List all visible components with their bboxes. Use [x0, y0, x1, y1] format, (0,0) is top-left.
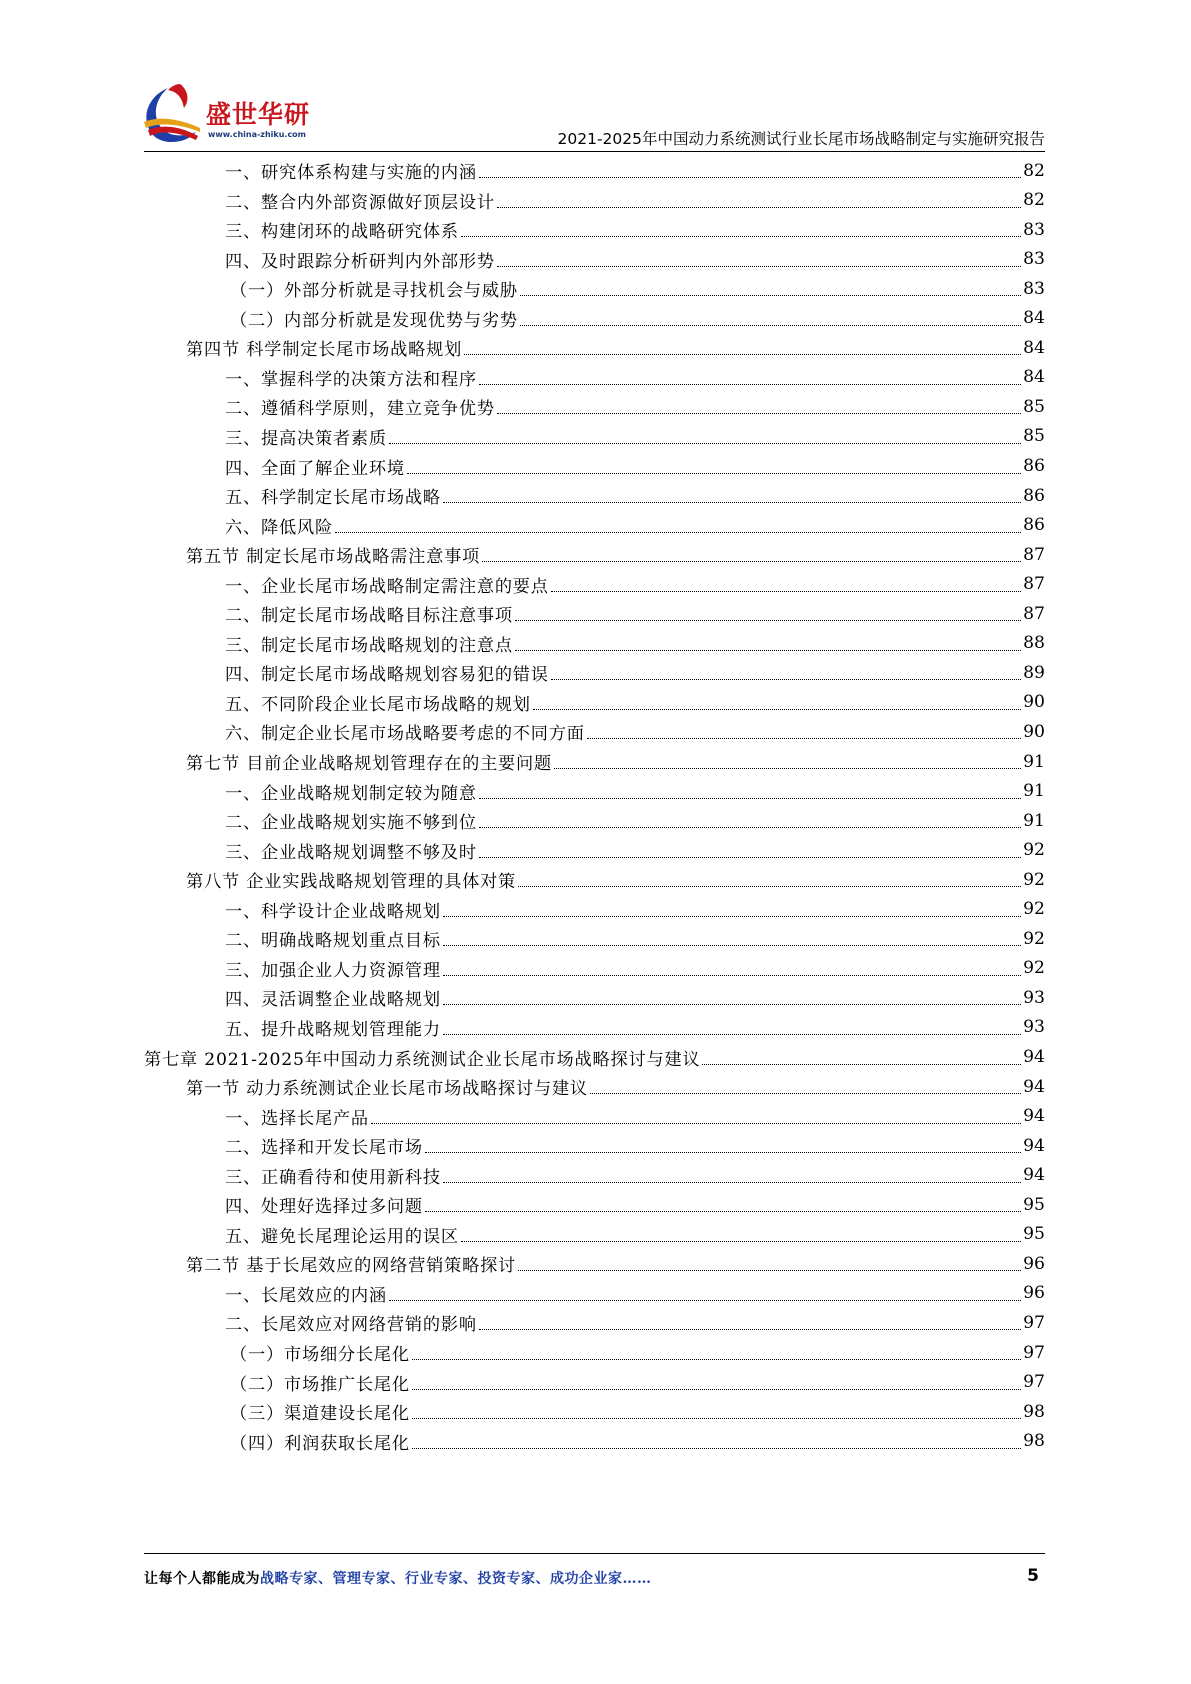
toc-entry[interactable]: [225, 1130, 1045, 1161]
toc-entry[interactable]: [225, 1160, 1045, 1191]
toc-entry-page: 84: [1023, 337, 1045, 358]
toc-dot-leader: [515, 620, 1021, 621]
toc-entry[interactable]: [230, 1426, 1045, 1457]
toc-entry-page: 91: [1023, 781, 1045, 802]
toc-entry[interactable]: [225, 451, 1045, 482]
toc-entry[interactable]: [230, 1337, 1045, 1368]
toc-dot-leader: [412, 1448, 1021, 1449]
toc-dot-leader: [551, 679, 1021, 680]
toc-dot-leader: [443, 1182, 1021, 1183]
toc-dot-leader: [497, 207, 1021, 208]
toc-entry[interactable]: [225, 1307, 1045, 1338]
toc-dot-leader: [702, 1064, 1021, 1065]
toc-entry-title: （三）渠道建设长尾化: [230, 1404, 410, 1425]
toc-entry-page: 94: [1023, 1076, 1045, 1097]
toc-dot-leader: [479, 177, 1021, 178]
toc-entry-title: （一）市场细分长尾化: [230, 1345, 410, 1365]
toc-entry-title: 三、企业战略规划调整不够及时: [225, 842, 477, 863]
toc-entry[interactable]: [225, 953, 1045, 984]
toc-entry-page: 95: [1023, 1194, 1045, 1215]
toc-entry-page: 87: [1023, 574, 1045, 595]
toc-entry[interactable]: [225, 510, 1045, 541]
toc-entry-page: 92: [1023, 958, 1045, 979]
toc-entry-page: 94: [1023, 1047, 1045, 1067]
toc-entry[interactable]: [225, 244, 1045, 275]
toc-entry[interactable]: [186, 1248, 1045, 1279]
toc-entry[interactable]: [186, 746, 1045, 777]
toc-entry-title: 第五节 制定长尾市场战略需注意事项: [186, 547, 481, 568]
toc-entry-page: 93: [1023, 987, 1045, 1008]
toc-entry[interactable]: [225, 185, 1045, 216]
toc-entry[interactable]: [225, 598, 1045, 629]
toc-entry-title: 第七节 目前企业战略规划管理存在的主要问题: [186, 754, 553, 774]
toc-entry-title: 二、明确战略规划重点目标: [225, 931, 441, 952]
header-divider: [144, 151, 1045, 152]
toc-dot-leader: [443, 975, 1021, 976]
toc-entry-title: （二）市场推广长尾化: [230, 1374, 410, 1395]
toc-entry[interactable]: [225, 776, 1045, 807]
toc-entry-title: 三、制定长尾市场战略规划的注意点: [225, 635, 513, 656]
toc-entry-page: 84: [1023, 367, 1045, 388]
page-header: [0, 0, 1191, 155]
toc-entry-page: 83: [1023, 219, 1045, 240]
toc-entry-title: 五、不同阶段企业长尾市场战略的规划: [225, 694, 531, 715]
toc-entry-title: 四、全面了解企业环境: [225, 458, 405, 479]
toc-entry-title: 三、加强企业人力资源管理: [225, 960, 441, 981]
toc-dot-leader: [371, 1123, 1021, 1124]
toc-dot-leader: [479, 1329, 1021, 1330]
toc-entry-title: 二、制定长尾市场战略目标注意事项: [225, 606, 513, 627]
toc-entry-title: 六、降低风险: [225, 517, 333, 538]
toc-entry-title: 第八节 企业实践战略规划管理的具体对策: [186, 872, 517, 893]
toc-dot-leader: [412, 1389, 1021, 1390]
toc-entry[interactable]: [144, 1042, 1045, 1073]
toc-entry-title: 二、选择和开发长尾市场: [225, 1138, 423, 1159]
toc-entry[interactable]: [225, 155, 1045, 186]
toc-entry-page: 92: [1023, 928, 1045, 949]
toc-entry[interactable]: [186, 864, 1045, 895]
toc-entry-title: 一、研究体系构建与实施的内涵: [225, 163, 477, 183]
toc-entry-title: （一）外部分析就是寻找机会与威胁: [230, 281, 518, 302]
toc-entry[interactable]: [225, 716, 1045, 747]
toc-entry-title: 四、及时跟踪分析研判内外部形势: [225, 251, 495, 272]
toc-entry-page: 83: [1023, 249, 1045, 270]
toc-entry[interactable]: [225, 657, 1045, 688]
toc-entry[interactable]: [225, 687, 1045, 718]
toc-entry-page: 90: [1023, 721, 1045, 742]
toc-entry-title: 二、长尾效应对网络营销的影响: [225, 1315, 477, 1336]
toc-dot-leader: [425, 1211, 1021, 1212]
toc-entry-page: 98: [1023, 1401, 1045, 1422]
toc-entry[interactable]: [225, 1189, 1045, 1220]
toc-dot-leader: [482, 561, 1021, 562]
toc-entry-page: 86: [1023, 485, 1045, 506]
toc-entry-page: 82: [1023, 190, 1045, 211]
toc-entry-page: 96: [1023, 1253, 1045, 1274]
toc-dot-leader: [464, 354, 1021, 355]
toc-entry-page: 97: [1023, 1372, 1045, 1393]
toc-dot-leader: [520, 325, 1021, 326]
slogan-highlight: 战略专家、管理专家、行业专家、投资专家、成功企业家……: [260, 1571, 652, 1587]
toc-dot-leader: [479, 827, 1021, 828]
toc-entry-page: 87: [1023, 544, 1045, 565]
toc-entry[interactable]: [225, 1101, 1045, 1132]
toc-dot-leader: [389, 443, 1021, 444]
toc-entry-title: 三、提高决策者素质: [225, 428, 387, 449]
toc-entry-title: 第一节 动力系统测试企业长尾市场战略探讨与建议: [186, 1079, 588, 1100]
toc-dot-leader: [590, 1093, 1021, 1094]
toc-entry-title: 五、避免长尾理论运用的误区: [225, 1226, 459, 1247]
toc-entry[interactable]: [225, 1219, 1045, 1250]
toc-entry[interactable]: [230, 303, 1045, 334]
toc-entry[interactable]: [225, 569, 1045, 600]
toc-entry-title: 第七章 2021-2025年中国动力系统测试企业长尾市场战略探讨与建议: [144, 1049, 701, 1070]
toc-entry-page: 92: [1023, 840, 1045, 861]
toc-entry-page: 82: [1023, 160, 1045, 181]
toc-dot-leader: [335, 532, 1021, 533]
toc-entry-title: 五、提升战略规划管理能力: [225, 1019, 441, 1040]
toc-entry[interactable]: [186, 1071, 1045, 1102]
toc-entry-page: 94: [1023, 1135, 1045, 1156]
toc-dot-leader: [443, 1004, 1021, 1005]
toc-dot-leader: [518, 1270, 1021, 1271]
toc-dot-leader: [412, 1359, 1021, 1360]
toc-entry-title: 四、处理好选择过多问题: [225, 1197, 423, 1218]
toc-entry-page: 89: [1023, 662, 1045, 683]
toc-dot-leader: [551, 591, 1021, 592]
toc-entry-page: 84: [1023, 308, 1045, 329]
toc-entry-title: 三、正确看待和使用新科技: [225, 1167, 441, 1188]
toc-entry[interactable]: [225, 214, 1045, 245]
toc-entry-page: 93: [1023, 1017, 1045, 1038]
toc-entry-page: 91: [1023, 751, 1045, 772]
toc-entry-page: 88: [1023, 633, 1045, 654]
toc-dot-leader: [479, 384, 1021, 385]
toc-dot-leader: [425, 1152, 1021, 1153]
footer-slogan: [144, 1568, 652, 1588]
toc-dot-leader: [515, 650, 1021, 651]
toc-entry[interactable]: [230, 273, 1045, 304]
toc-dot-leader: [497, 266, 1021, 267]
toc-entry-page: 87: [1023, 603, 1045, 624]
toc-dot-leader: [443, 1034, 1021, 1035]
toc-entry-title: （四）利润获取长尾化: [230, 1433, 410, 1454]
toc-entry-page: 97: [1023, 1342, 1045, 1363]
toc-entry-page: 94: [1023, 1106, 1045, 1127]
toc-entry-page: 97: [1023, 1312, 1045, 1333]
toc-entry[interactable]: [225, 805, 1045, 836]
toc-entry[interactable]: [225, 835, 1045, 866]
toc-dot-leader: [407, 473, 1021, 474]
logo-name: 盛世华研: [206, 100, 311, 129]
toc-entry-title: 一、长尾效应的内涵: [225, 1285, 387, 1306]
toc-dot-leader: [461, 1241, 1021, 1242]
toc-entry-page: 83: [1023, 278, 1045, 299]
toc-entry-title: 六、制定企业长尾市场战略要考虑的不同方面: [225, 724, 585, 745]
toc-dot-leader: [412, 1418, 1021, 1419]
toc-entry-title: 二、遵循科学原则，建立竞争优势: [225, 399, 495, 420]
toc-entry-page: 91: [1023, 810, 1045, 831]
toc-entry[interactable]: [230, 1396, 1045, 1427]
toc-entry[interactable]: [225, 923, 1045, 954]
toc-dot-leader: [443, 916, 1021, 917]
toc-entry-page: 86: [1023, 515, 1045, 536]
toc-entry-title: （二）内部分析就是发现优势与劣势: [230, 310, 518, 331]
slogan-prefix: 让每个人都能成为: [144, 1571, 260, 1587]
footer-divider: [144, 1553, 1045, 1554]
toc-entry-title: 一、科学设计企业战略规划: [225, 901, 441, 922]
toc-entry[interactable]: [225, 628, 1045, 659]
toc-entry[interactable]: [225, 1278, 1045, 1309]
toc-entry-page: 94: [1023, 1165, 1045, 1186]
toc-entry-page: 95: [1023, 1224, 1045, 1245]
toc-entry-page: 85: [1023, 396, 1045, 417]
toc-entry-page: 98: [1023, 1431, 1045, 1452]
toc-entry-page: 86: [1023, 456, 1045, 476]
toc-entry[interactable]: [225, 362, 1045, 393]
toc-entry-page: 85: [1023, 426, 1045, 447]
toc-dot-leader: [497, 413, 1021, 414]
toc-entry[interactable]: [225, 982, 1045, 1013]
toc-entry-title: 四、制定长尾市场战略规划容易犯的错误: [225, 665, 549, 686]
toc-entry-title: 四、灵活调整企业战略规划: [225, 990, 441, 1011]
toc-dot-leader: [443, 502, 1021, 503]
toc-entry[interactable]: [186, 539, 1045, 570]
toc-entry-title: 三、构建闭环的战略研究体系: [225, 222, 459, 243]
toc-entry[interactable]: [186, 332, 1045, 363]
toc-entry[interactable]: [225, 894, 1045, 925]
toc-dot-leader: [389, 1300, 1021, 1301]
page-number: 5: [1027, 1566, 1039, 1586]
toc-entry-page: 92: [1023, 899, 1045, 920]
toc-entry-title: 五、科学制定长尾市场战略: [225, 488, 441, 509]
toc-entry[interactable]: [225, 480, 1045, 511]
toc-entry[interactable]: [225, 391, 1045, 422]
logo-url: www.china-zhiku.com: [208, 130, 307, 139]
toc-entry[interactable]: [230, 1367, 1045, 1398]
toc-dot-leader: [479, 798, 1021, 799]
toc-dot-leader: [554, 768, 1021, 769]
toc-entry-title: 二、企业战略规划实施不够到位: [225, 813, 477, 834]
toc-entry-title: 一、选择长尾产品: [225, 1108, 369, 1129]
toc-entry-title: 第四节 科学制定长尾市场战略规划: [186, 340, 463, 361]
toc-entry[interactable]: [225, 1012, 1045, 1043]
toc-dot-leader: [533, 709, 1021, 710]
toc-entry[interactable]: [225, 421, 1045, 452]
report-title: 2021-2025年中国动力系统测试行业长尾市场战略制定与实施研究报告: [557, 130, 1045, 148]
toc-dot-leader: [520, 295, 1021, 296]
toc-dot-leader: [443, 945, 1021, 946]
toc-entry-title: 第二节 基于长尾效应的网络营销策略探讨: [186, 1256, 517, 1277]
toc-entry-page: 92: [1023, 869, 1045, 890]
toc-dot-leader: [587, 738, 1021, 739]
toc-entry-title: 一、企业战略规划制定较为随意: [225, 783, 477, 804]
toc-dot-leader: [461, 236, 1021, 237]
toc-entry-title: 一、企业长尾市场战略制定需注意的要点: [225, 576, 549, 597]
toc-dot-leader: [518, 886, 1021, 887]
toc-dot-leader: [479, 857, 1021, 858]
toc-entry-page: 96: [1023, 1283, 1045, 1304]
toc-entry-title: 一、掌握科学的决策方法和程序: [225, 369, 477, 390]
toc-entry-title: 二、整合内外部资源做好顶层设计: [225, 192, 495, 213]
toc-entry-page: 90: [1023, 692, 1045, 713]
